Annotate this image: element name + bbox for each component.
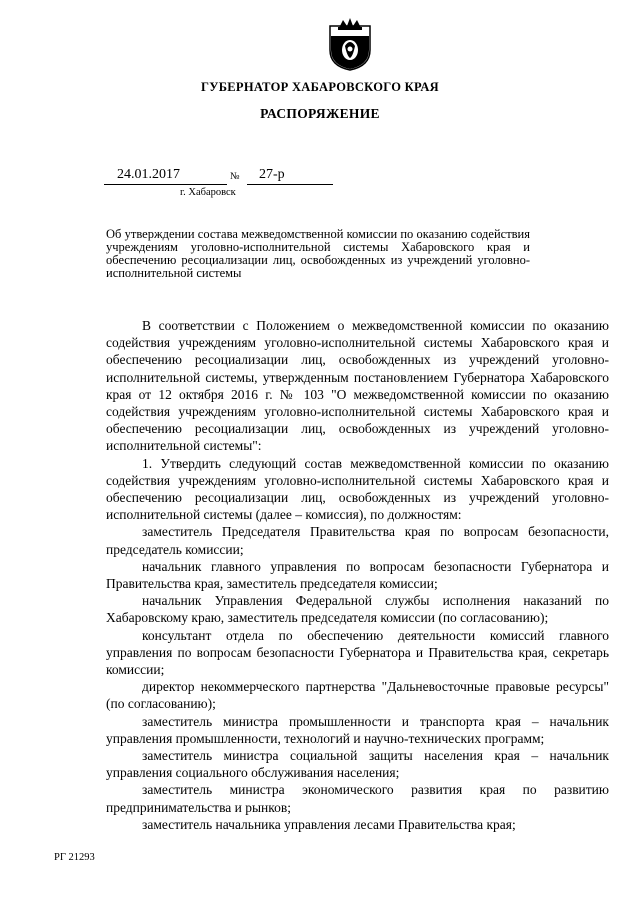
body-paragraph: директор некоммерческого партнерства "Дальневосточные правовые ресурсы" (по согласованию);	[106, 679, 609, 712]
document-number: 27-р	[259, 167, 285, 182]
document-subject: Об утверждении состава межведомственной комиссии по оказанию содействия учреждениям уголовно-исполнительной системы Хабаровского края и обеспечению ресоциализации лиц, освобожденных из учреждений уголовно-исполнительной системы	[106, 227, 530, 280]
body-paragraph: начальник Управления Федеральной службы исполнения наказаний по Хабаровскому краю, заместитель председателя комиссии (по согласованию);	[106, 593, 609, 626]
body-paragraph: заместитель министра экономического развития края по развитию предпринимательства и рынков;	[106, 782, 609, 815]
document-type: РАСПОРЯЖЕНИЕ	[260, 106, 380, 121]
date-underline	[104, 184, 227, 185]
body-paragraph: заместитель министра социальной защиты населения края – начальник управления социального обслуживания населения;	[106, 748, 609, 781]
number-sign: №	[230, 171, 240, 182]
document-body	[106, 317, 609, 833]
body-paragraph: заместитель Председателя Правительства края по вопросам безопасности, председатель комиссии;	[106, 524, 609, 557]
body-paragraph: начальник главного управления по вопросам безопасности Губернатора и Правительства края, заместитель председателя комиссии;	[106, 558, 609, 592]
number-underline	[247, 184, 333, 185]
body-paragraph: заместитель начальника управления лесами Правительства края;	[142, 816, 516, 832]
document-date: 24.01.2017	[117, 167, 180, 182]
date-number-row	[104, 167, 344, 187]
body-paragraph: 1. Утвердить следующий состав межведомственной комиссии по оказанию содействия учреждениям уголовно-исполнительной системы Хабаровского края и обеспечению ресоциализации лиц, освобожденных из учреждений уголовно-исполнительной системы (далее – комиссия), по должностям:	[106, 455, 609, 523]
body-paragraph: консультант отдела по обеспечению деятельности комиссий главного управления по вопросам безопасности Губернатора и Правительства края, секретарь комиссии;	[106, 627, 609, 678]
body-paragraph: заместитель министра промышленности и транспорта края – начальник управления промышленности, технологий и научно-технических программ;	[106, 713, 609, 746]
coat-of-arms-icon	[325, 16, 375, 72]
authority-title: ГУБЕРНАТОР ХАБАРОВСКОГО КРАЯ	[200, 80, 440, 94]
body-paragraph: В соответствии с Положением о межведомственной комиссии по оказанию содействия учреждениям уголовно-исполнительной системы Хабаровского края и обеспечению ресоциализации лиц, освобожденных из учреждений уголовно-исполнительной системы, утвержденным постановлением Губернатора Хабаровского края от 12 октября 2016 г. № 103 "О межведомственной комиссии по оказанию содействия учреждениям уголовно-исполнительной системы Хабаровского края и обеспечению ресоциализации лиц, освобожденных из учреждений уголовно-исполнительной системы":	[106, 318, 609, 454]
city-label: г. Хабаровск	[180, 187, 236, 198]
footer-code: РГ 21293	[54, 852, 95, 863]
